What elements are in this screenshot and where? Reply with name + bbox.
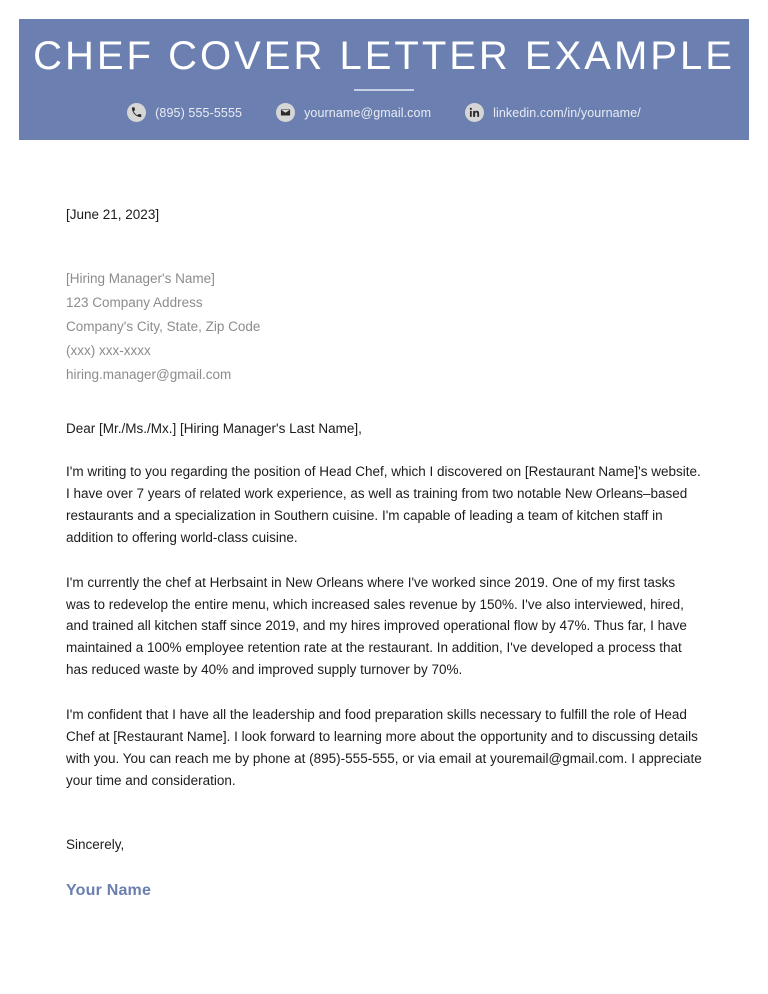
contact-phone-text: (895) 555-5555 (155, 105, 243, 120)
title-divider (354, 89, 414, 91)
recipient-line: Company's City, State, Zip Code (66, 318, 261, 334)
contact-item-linkedin[interactable] (465, 103, 641, 122)
contact-item-phone[interactable] (127, 103, 242, 122)
closing-line: Sincerely, (66, 837, 125, 853)
contact-row (127, 103, 641, 122)
recipient-address-block (66, 267, 702, 387)
body-paragraph: I'm currently the chef at Herbsaint in New Orleans where I've worked since 2019. One of my first tasks was to redevelop the entire menu, which increased sales revenue by 150%. I've also interviewed, hired, and trained all kitchen staff since 2019, and my hires improved operational flow by 47%. Thus far, I have maintained a 100% employee retention rate at the restaurant. In addition, I've developed a process that has reduced waste by 40% and improved supply turnover by 70%. (66, 574, 687, 678)
letterhead-banner (19, 19, 749, 140)
recipient-line: hiring.manager@gmail.com (66, 366, 232, 382)
recipient-line: [Hiring Manager's Name] (66, 270, 215, 286)
signature-name: Your Name (66, 881, 152, 899)
contact-email-text: yourname@gmail.com (304, 105, 432, 120)
contact-item-email[interactable] (276, 103, 431, 122)
recipient-line: (xxx) xxx-xxxx (66, 342, 151, 358)
body-paragraph: I'm writing to you regarding the position of Head Chef, which I discovered on [Restaurant Name]'s website. I have over 7 years of related work experience, as well as training from two notable New Orleans–based restaurants and a specialization in Southern cuisine. I'm capable of leading a team of kitchen staff in addition to offering world-class cuisine. (66, 464, 701, 545)
contact-linkedin-text: linkedin.com/in/yourname/ (493, 105, 641, 120)
letter-date: [June 21, 2023] (66, 207, 160, 222)
recipient-line: 123 Company Address (66, 294, 203, 310)
letter-body (66, 205, 702, 900)
body-paragraph: I'm confident that I have all the leadership and food preparation skills necessary to fulfill the role of Head Chef at [Restaurant Name]. I look forward to learning more about the opportunity and to discussing details with you. You can reach me by phone at (895)-555-555, or via email at youremail@gmail.com. I appreciate your time and consideration. (66, 706, 702, 788)
phone-icon (127, 103, 146, 122)
salutation: Dear [Mr./Ms./Mx.] [Hiring Manager's Last Name], (66, 420, 362, 436)
page-title: CHEF COVER LETTER EXAMPLE (33, 34, 735, 78)
email-icon (276, 103, 295, 122)
linkedin-icon (465, 103, 484, 122)
